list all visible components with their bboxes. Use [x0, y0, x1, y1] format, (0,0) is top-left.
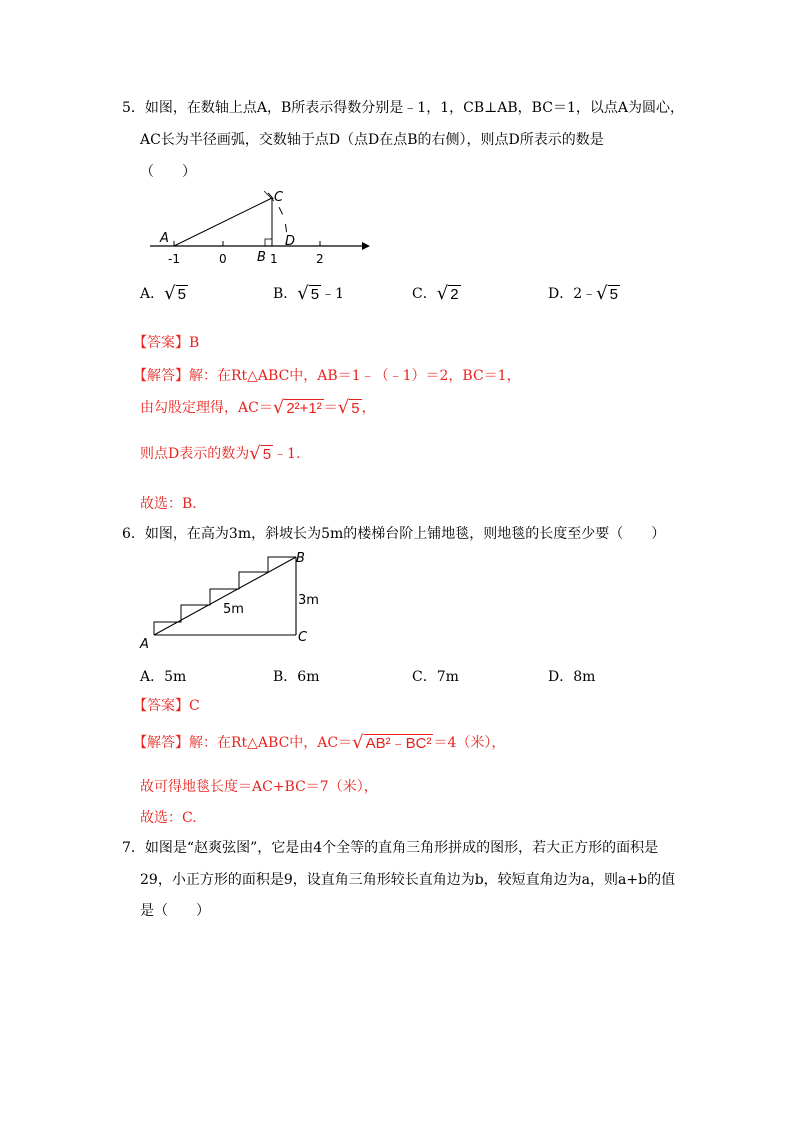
q5-text-line1: 5．如图，在数轴上点A，B所表示得数分别是﹣1，1，CB⊥AB，BC＝1，以点A为圆心，	[122, 100, 684, 116]
tick-neg1: -1	[168, 252, 180, 266]
label-B: B	[296, 551, 305, 566]
q5-pick: 故选：B.	[140, 496, 197, 512]
tick-1: 1	[270, 252, 278, 266]
label-slope: 5m	[223, 602, 244, 617]
q6-text-line1: 6．如图，在高为3m，斜坡长为5m的楼梯台阶上铺地毯，则地毯的长度至少要（ ）	[122, 526, 666, 542]
q5-text-line2: AC长为半径画弧，交数轴于点D（点D在点B的右侧），则点D所表示的数是	[140, 132, 604, 148]
tick-0: 0	[219, 252, 227, 266]
q5-solution-line2: 由勾股定理得，AC＝ √ 2²+1² ＝ √ 5 ，	[140, 397, 376, 418]
label-C: C	[274, 190, 284, 205]
label-A: A	[140, 637, 149, 652]
q7-text-line3: 是（ ）	[140, 903, 210, 919]
q6-option-c: C．7m	[412, 669, 459, 685]
q5-blank: （ ）	[140, 164, 196, 180]
q6-solution-line2: 故可得地毯长度＝AC+BC＝7（米），	[140, 779, 378, 795]
q7-text-line2: 29，小正方形的面积是9，设直角三角形较长直角边为b，较短直角边为a，则a+b的值	[140, 872, 676, 888]
tick-2: 2	[316, 252, 324, 266]
q6-option-b: B．6m	[273, 669, 320, 685]
q6-pick: 故选：C.	[140, 810, 197, 826]
q5-option-b: B． √ 5 ﹣1	[273, 283, 345, 304]
label-height: 3m	[298, 593, 319, 608]
label-C: C	[298, 630, 308, 645]
q5-solution-line1: 【解答】解：在Rt△ABC中，AB＝1﹣（﹣1）＝2，BC＝1，	[133, 368, 521, 384]
q5-solution-line3: 则点D表示的数为 √ 5 ﹣1.	[140, 443, 301, 464]
q6-solution-line1: 【解答】解：在Rt△ABC中，AC＝ √ AB²﹣BC² ＝4（米），	[133, 732, 506, 753]
q6-stairs-figure	[138, 548, 328, 658]
q7-text-line1: 7．如图是“赵爽弦图”，它是由4个全等的直角三角形拼成的图形，若大正方形的面积是	[122, 840, 659, 856]
q5-option-c: C． √ 2	[412, 283, 459, 304]
label-B: B	[257, 250, 266, 265]
q5-option-a: A． √ 5	[140, 283, 186, 304]
q5-option-d: D．2﹣ √ 5	[548, 283, 618, 304]
q6-answer: 【答案】C	[133, 698, 200, 714]
q6-option-a: A．5m	[140, 669, 187, 685]
q5-number-line-figure	[150, 185, 390, 275]
label-D: D	[285, 234, 296, 249]
label-A: A	[160, 231, 169, 246]
q6-option-d: D．8m	[548, 669, 596, 685]
q5-answer: 【答案】B	[133, 335, 200, 351]
